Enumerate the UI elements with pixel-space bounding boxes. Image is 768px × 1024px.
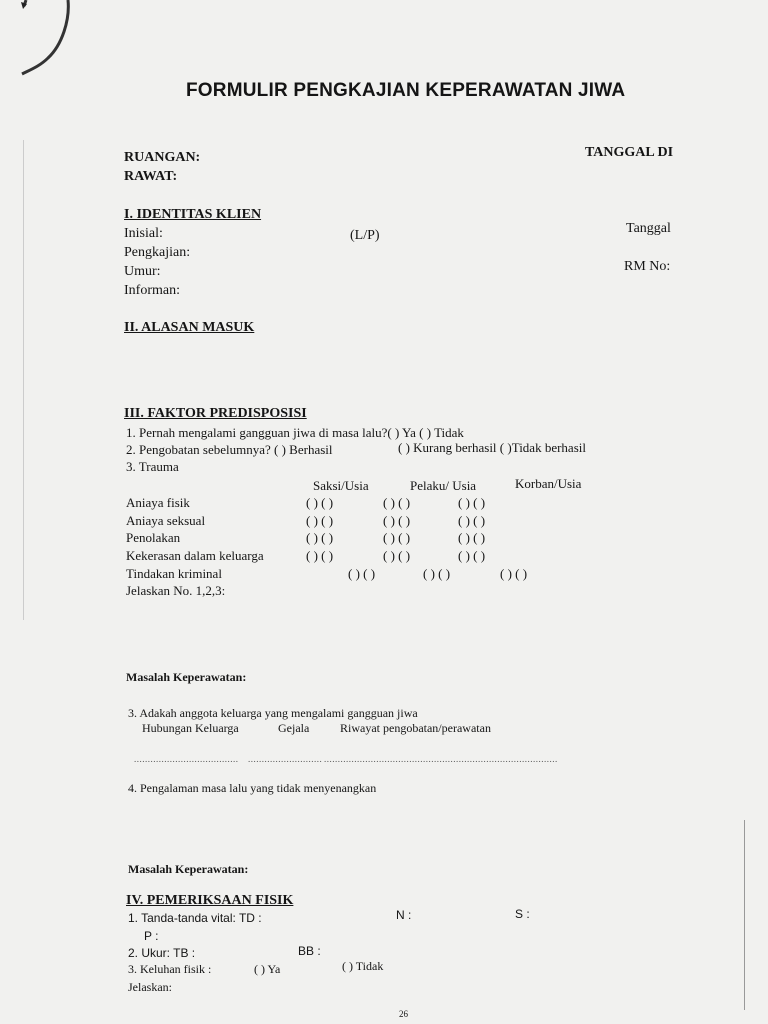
row-korban: ( ) ( )	[500, 566, 528, 581]
dotted-line-hubungan: ......................................	[134, 754, 239, 764]
dotted-line-gejala: ...........................	[248, 754, 323, 764]
keluhan-label: 3. Keluhan fisik :	[128, 962, 212, 976]
alasan-heading: II. ALASAN MASUK	[124, 320, 255, 335]
hubungan-label: Hubungan Keluarga	[142, 721, 239, 735]
pengkajian-label: Pengkajian:	[124, 245, 191, 260]
ukur-label: 2. Ukur: TB :	[128, 946, 196, 960]
rm-no-label: RM No:	[624, 259, 671, 274]
page-number: 26	[399, 1009, 408, 1019]
inisial-label: Inisial:	[124, 226, 163, 241]
scan-edge-line	[744, 820, 745, 1010]
row-pelaku: ( ) ( )	[383, 530, 411, 545]
gejala-label: Gejala	[278, 721, 310, 735]
row-label: Aniaya seksual	[126, 513, 206, 528]
col-pelaku: Pelaku/ Usia	[410, 478, 477, 493]
q2-text: 2. Pengobatan sebelumnya? ( ) Berhasil	[126, 442, 333, 457]
row-pelaku: ( ) ( )	[383, 548, 411, 563]
jelaskan-fisik-label: Jelaskan:	[128, 980, 172, 994]
jelaskan-label: Jelaskan No. 1,2,3:	[126, 583, 226, 598]
informan-label: Informan:	[124, 283, 180, 298]
row-saksi: ( ) ( )	[306, 495, 334, 510]
ruangan-label: RUANGAN:	[124, 150, 201, 165]
row-pelaku: ( ) ( )	[423, 566, 451, 581]
q3-text: 3. Trauma	[126, 459, 179, 474]
row-saksi: ( ) ( )	[306, 530, 334, 545]
q4-text: 4. Pengalaman masa lalu yang tidak menyenangkan	[128, 781, 377, 795]
scan-edge-line-left	[23, 140, 24, 620]
row-pelaku: ( ) ( )	[383, 513, 411, 528]
bb-label: BB :	[298, 944, 321, 958]
umur-label: Umur:	[124, 264, 161, 279]
s-label: S :	[515, 907, 530, 921]
col-korban: Korban/Usia	[515, 476, 582, 491]
q1-text: 1. Pernah mengalami gangguan jiwa di masa lalu?( ) Ya ( ) Tidak	[126, 425, 464, 440]
row-label: Penolakan	[126, 530, 181, 545]
identitas-heading: I. IDENTITAS KLIEN	[124, 207, 262, 222]
fisik-heading: IV. PEMERIKSAAN FISIK	[126, 893, 294, 908]
row-korban: ( ) ( )	[458, 530, 486, 545]
keluhan-tidak: ( ) Tidak	[342, 959, 384, 973]
masalah-keperawatan-1: Masalah Keperawatan:	[126, 670, 247, 684]
row-label: Tindakan kriminal	[126, 566, 222, 581]
tanggal-di-label: TANGGAL DI	[585, 145, 674, 160]
tanggal-label: Tanggal	[626, 221, 671, 236]
row-saksi: ( ) ( )	[306, 513, 334, 528]
row-saksi: ( ) ( )	[306, 548, 334, 563]
masalah-keperawatan-2: Masalah Keperawatan:	[128, 862, 249, 876]
faktor-heading: III. FAKTOR PREDISPOSISI	[124, 406, 307, 421]
rawat-label: RAWAT:	[124, 169, 178, 184]
col-saksi: Saksi/Usia	[313, 478, 369, 493]
row-label: Kekerasan dalam keluarga	[126, 548, 264, 563]
vital-label: 1. Tanda-tanda vital: TD :	[128, 911, 262, 925]
keluhan-ya: ( ) Ya	[254, 962, 281, 976]
row-korban: ( ) ( )	[458, 548, 486, 563]
row-korban: ( ) ( )	[458, 513, 486, 528]
row-korban: ( ) ( )	[458, 495, 486, 510]
row-saksi: ( ) ( )	[348, 566, 376, 581]
row-label: Aniaya fisik	[126, 495, 190, 510]
n-label: N :	[396, 908, 412, 922]
row-pelaku: ( ) ( )	[383, 495, 411, 510]
page-title: FORMULIR PENGKAJIAN KEPERAWATAN JIWA	[186, 80, 626, 101]
p-label: P :	[144, 929, 159, 943]
dotted-line-riwayat: .....................................................................................	[324, 754, 558, 764]
q3b-text: 3. Adakah anggota keluarga yang mengalami gangguan jiwa	[128, 706, 418, 720]
lp-label: (L/P)	[350, 228, 380, 243]
q2-options: ( ) Kurang berhasil ( )Tidak berhasil	[398, 440, 586, 455]
binding-mark-icon	[18, 0, 88, 90]
riwayat-label: Riwayat pengobatan/perawatan	[340, 721, 491, 735]
